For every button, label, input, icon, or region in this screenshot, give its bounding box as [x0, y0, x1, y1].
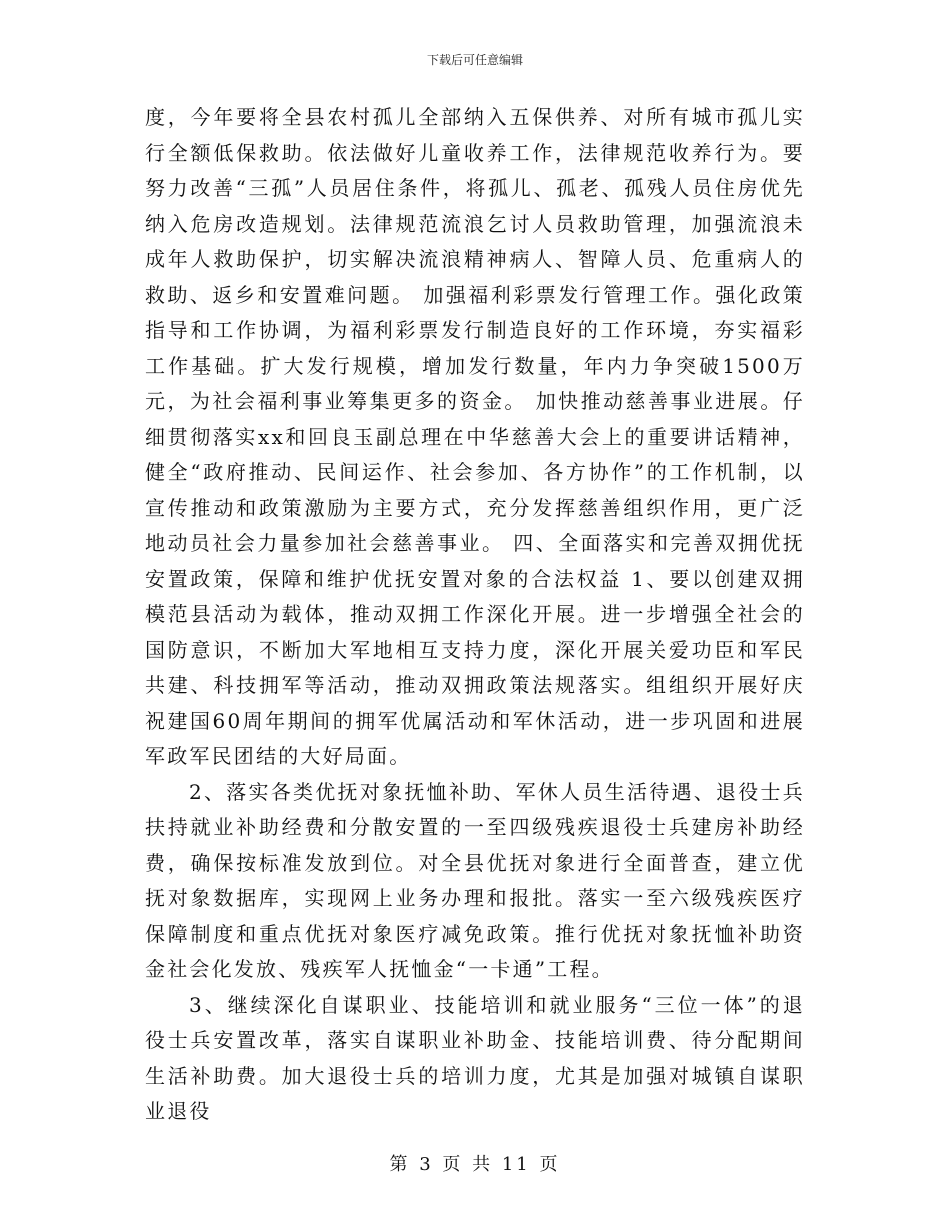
paragraph-item-2: 2、落实各类优抚对象抚恤补助、军休人员生活待遇、退役士兵扶持就业补助经费和分散安置的一至四级残疾退役士兵建房补助经费，确保按标准发放到位。对全县优抚对象进行全面普查，建立优抚对象数据库，实现网上业务办理和报批。落实一至六级残疾医疗保障制度和重点优抚对象医疗减免政策。推行优抚对象抚恤补助资金社会化发放、残疾军人抚恤金“一卡通”工程。 [145, 779, 805, 981]
document-body [145, 100, 805, 1130]
page-header-note: 下载后可任意编辑 [426, 53, 523, 67]
paragraph-continuation: 度，今年要将全县农村孤儿全部纳入五保供养、对所有城市孤儿实行全额低保救助。依法做好儿童收养工作，法律规范收养行为。要努力改善“三孤”人员居住条件，将孤儿、孤老、孤残人员住房优先纳入危房改造规划。法律规范流浪乞讨人员救助管理，加强流浪未成年人救助保护，切实解决流浪精神病人、智障人员、危重病人的救助、返乡和安置难问题。 加强福利彩票发行管理工作。强化政策指导和工作协调，为福利彩票发行制造良好的工作环境，夯实福彩工作基础。扩大发行规模，增加发行数量，年内力争突破1500万元，为社会福利事业筹集更多的资金。 加快推动慈善事业进展。仔细贯彻落实xx和回良玉副总理在中华慈善大会上的重要讲话精神，健全“政府推动、民间运作、社会参加、各方协作”的工作机制，以宣传推动和政策激励为主要方式，充分发挥慈善组织作用，更广泛地动员社会力量参加社会慈善事业。 四、全面落实和完善双拥优抚安置政策，保障和维护优抚安置对象的合法权益 1、要以创建双拥模范县活动为载体，推动双拥工作深化开展。进一步增强全社会的国防意识，不断加大军地相互支持力度，深化开展关爱功臣和军民共建、科技拥军等活动，推动双拥政策法规落实。组组织开展好庆祝建国60周年期间的拥军优属活动和军休活动，进一步巩固和进展军政军民团结的大好局面。 [145, 105, 805, 768]
page-number: 第 3 页 共 11 页 [389, 1154, 561, 1175]
paragraph-item-3: 3、继续深化自谋职业、技能培训和就业服务“三位一体”的退役士兵安置改革，落实自谋职业补助金、技能培训费、待分配期间生活补助费。加大退役士兵的培训力度，尤其是加强对城镇自谋职业退役 [145, 992, 805, 1123]
